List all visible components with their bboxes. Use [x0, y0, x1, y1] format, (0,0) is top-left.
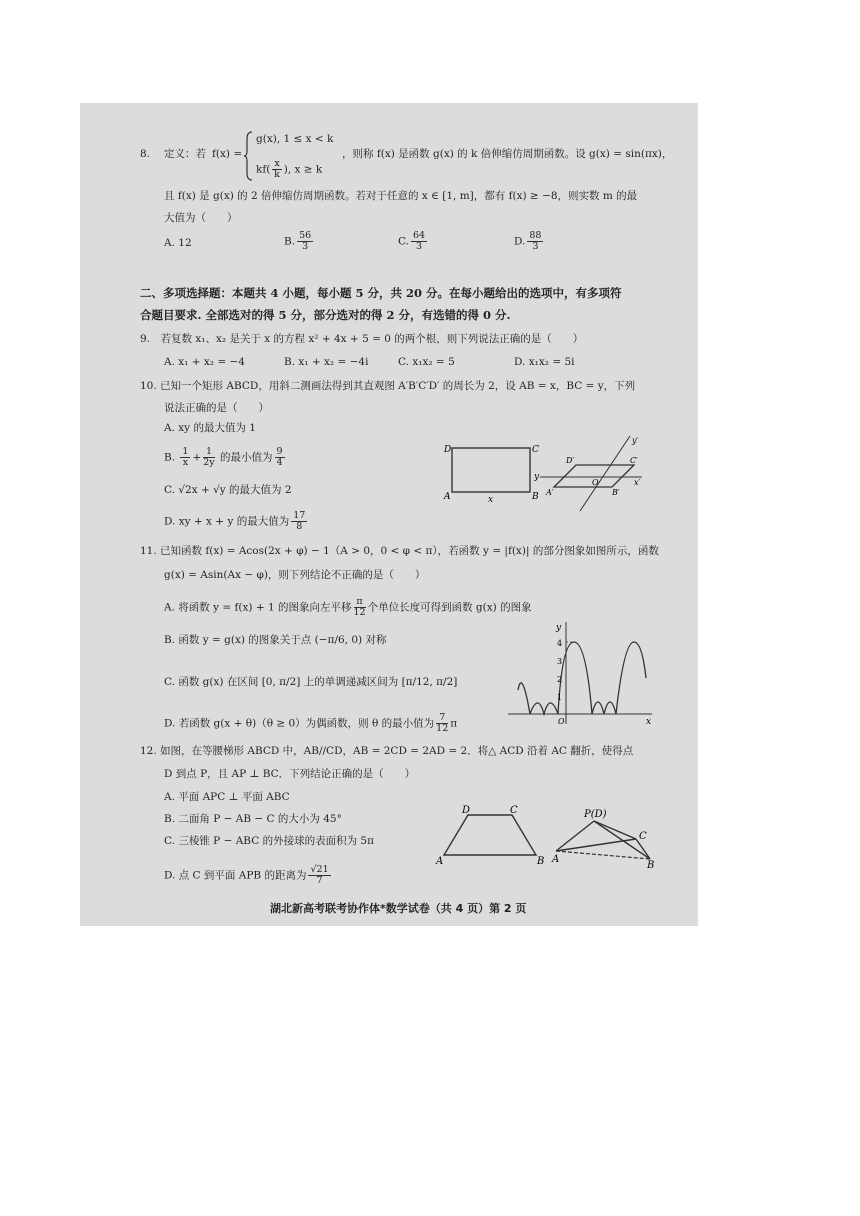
q8-option-a: A. 12	[164, 237, 192, 249]
q10-option-b-frac1-num: 1	[182, 446, 189, 457]
q8-option-d-frac	[527, 231, 543, 252]
q8-case2	[256, 159, 322, 180]
label-o: O	[592, 478, 599, 487]
q12-option-d-den: 7	[316, 874, 323, 886]
edge-pc	[594, 821, 636, 839]
q8-option-c	[398, 231, 429, 252]
graph-tick-4: 4	[557, 639, 563, 648]
label-c: C	[532, 445, 539, 455]
label-y: y	[534, 472, 540, 482]
q12-stem-line1: 12. 如图，在等腰梯形 ABCD 中，AB//CD，AB = 2CD = 2AD = 2．将△ ACD 沿着 AC 翻折，使得点	[140, 745, 634, 757]
label-x-prime: x′	[634, 478, 641, 487]
q10-stem-line1: 10. 已知一个矩形 ABCD，用斜二测画法得到其直观图 A′B′C′D′ 的周长为 2，设 AB = x，BC = y，下列	[140, 380, 636, 392]
curve-main-hump	[558, 642, 592, 714]
label-x: x	[488, 495, 494, 505]
q9-option-c: C. x₁x₂ = 5	[398, 356, 455, 368]
q8-option-c-label: C.	[398, 235, 409, 248]
q8-def-suffix: ，则称 f(x) 是函数 g(x) 的 k 倍伸缩仿周期函数。设 g(x) = sin(πx)，	[342, 148, 673, 160]
q11-option-b-point: (−π/6, 0)	[314, 634, 363, 646]
q8-line3: 大值为（ ）	[164, 212, 238, 224]
q10-option-b-frac1-den: x	[182, 456, 189, 468]
label-c-prime: C′	[630, 456, 638, 465]
q10-option-d	[164, 511, 309, 532]
label-b-prime: B′	[612, 488, 620, 497]
q8-option-b-label: B.	[284, 235, 296, 248]
q8-case2-den: k	[274, 168, 280, 180]
q11-option-d-den: 12	[436, 722, 449, 734]
trap-label-a: A	[436, 856, 444, 865]
q10-option-d-value	[291, 511, 307, 532]
q10-stem-line2: 说法正确的是（ ）	[164, 402, 269, 414]
q8-case1: g(x), 1 ≤ x < k	[256, 133, 334, 145]
q11-option-b-post: 对称	[365, 634, 387, 646]
q10-option-b-mid: 的最小值为	[220, 451, 273, 464]
q10-option-b-value-num: 9	[276, 446, 283, 457]
label-a-prime: A′	[546, 488, 554, 497]
q11-option-c-pre: C. 函数 g(x) 在区间	[164, 676, 259, 688]
q11-option-d	[164, 713, 457, 734]
q10-option-b-frac2-den: 2y	[203, 456, 215, 468]
q8-option-b-num: 56	[299, 230, 312, 241]
q12-option-d-num: √21	[310, 864, 329, 875]
q9-stem: 9. 若复数 x₁、x₂ 是关于 x 的方程 x² + 4x + 5 = 0 的两个根，则下列说法正确的是（ ）	[140, 333, 584, 345]
label-y-prime: y′	[632, 436, 639, 445]
exam-page-photo	[80, 103, 698, 926]
q9-option-b: B. x₁ + x₂ = −4i	[284, 356, 369, 368]
q8-case2-num: x	[274, 158, 280, 169]
q8-line2: 且 f(x) 是 g(x) 的 2 倍伸缩仿周期函数。若对于任意的 x ∈ [1, m]，都有 f(x) ≥ −8，则实数 m 的最	[164, 190, 638, 202]
q11-option-a-num: π	[354, 597, 366, 608]
q11-option-c	[164, 677, 457, 689]
q10-option-b-frac1	[180, 447, 190, 468]
curve-right-small	[592, 702, 616, 714]
q11-stem-line2: g(x) = Asin(Ax − φ)，则下列结论不正确的是（ ）	[164, 569, 426, 581]
q8-option-c-frac	[411, 231, 427, 252]
q12-option-d-pre: D. 点 C 到平面 APB 的距离为	[164, 869, 307, 882]
q11-option-b-pre: B. 函数 y = g(x) 的图象关于点	[164, 634, 312, 646]
fold-label-c: C	[639, 831, 647, 842]
q10-option-a: A. xy 的最大值为 1	[164, 422, 256, 434]
trap-label-d: D	[462, 805, 471, 816]
section2-heading-line1: 二、多项选择题：本题共 4 小题，每小题 5 分，共 20 分。在每小题给出的选项中，有多项符	[140, 286, 622, 300]
q11-option-c-interval1: [0, π/2]	[261, 676, 301, 688]
y-prime-axis	[580, 436, 630, 511]
label-b: B	[532, 492, 539, 502]
label-d-prime: D′	[566, 456, 575, 465]
graph-label-origin: O	[558, 717, 565, 726]
fold-label-pd: P(D)	[584, 809, 607, 820]
q11-option-a-frac	[354, 597, 366, 618]
q8-case2-post: ), x ≥ k	[283, 163, 323, 176]
q8-number: 8.	[140, 148, 151, 160]
trapezoid-abcd	[444, 815, 536, 855]
page-footer: 湖北新高考联考协作体*数学试卷（共 4 页）第 2 页	[270, 902, 527, 915]
q8-def-prefix: 定义：若	[164, 148, 206, 160]
q8-option-b-frac	[297, 231, 313, 252]
trap-label-c: C	[510, 805, 518, 816]
q10-option-b-value-den: 4	[276, 456, 283, 468]
q10-oblique-figure	[534, 433, 644, 513]
q12-option-d-frac	[308, 865, 330, 886]
curve-left-small	[530, 703, 558, 714]
q10-option-d-text: D. xy + x + y 的最大值为	[164, 515, 290, 528]
q8-option-d-den: 3	[532, 240, 539, 252]
graph-tick-3: 3	[557, 657, 563, 666]
q11-graph	[504, 618, 654, 728]
q11-option-d-pre: D. 若函数 g(x + θ)（θ ≥ 0）为偶函数，则 θ 的最小值为	[164, 717, 435, 730]
q12-option-c: C. 三棱锥 P − ABC 的外接球的表面积为 5π	[164, 835, 374, 847]
q11-option-c-interval2: [π/12, π/2]	[401, 676, 458, 688]
q12-stem-line2: D 到点 P，且 AP ⊥ BC．下列结论正确的是（ ）	[164, 768, 416, 780]
fold-label-a: A	[552, 854, 560, 865]
q9-option-d: D. x₁x₂ = 5i	[514, 356, 575, 368]
q12-option-d	[164, 865, 333, 886]
q10-option-b-value	[275, 447, 285, 468]
curve-right-hump	[616, 642, 646, 714]
curve-left-arc	[518, 683, 530, 714]
q8-option-c-den: 3	[416, 240, 423, 252]
fold-label-b: B	[647, 860, 655, 869]
label-d: D	[444, 445, 452, 455]
q11-option-d-num: 7	[436, 713, 448, 724]
q11-option-a-pre: A. 将函数 y = f(x) + 1 的图象向左平移	[164, 601, 352, 614]
q12-trapezoid-figure	[434, 803, 554, 865]
graph-tick-1: 1	[557, 693, 563, 702]
q10-option-b-plus: +	[192, 451, 202, 464]
q9-option-a: A. x₁ + x₂ = −4	[164, 356, 245, 368]
q8-option-b-den: 3	[302, 240, 309, 252]
q10-option-b-label: B.	[164, 451, 176, 464]
q11-option-b	[164, 635, 386, 647]
q10-option-c: C. √2x + √y 的最大值为 2	[164, 484, 292, 496]
graph-tick-2: 2	[557, 675, 563, 684]
q10-option-b-frac2-num: 1	[203, 447, 214, 458]
q12-folded-figure	[550, 803, 660, 869]
edge-cb	[636, 839, 650, 859]
q10-option-d-value-den: 8	[296, 520, 303, 532]
q10-option-d-value-num: 17	[293, 510, 306, 521]
q8-option-d-label: D.	[514, 235, 526, 248]
q10-option-b	[164, 447, 287, 468]
edge-ab-dashed	[556, 851, 650, 859]
q8-fx: f(x) =	[212, 148, 243, 160]
graph-label-x: x	[646, 717, 652, 727]
q8-option-c-num: 64	[413, 230, 426, 241]
q10-option-b-frac2	[203, 447, 214, 468]
rectangle-abcd	[452, 448, 530, 492]
trap-label-b: B	[537, 856, 545, 865]
q11-option-a-den: 12	[353, 606, 366, 618]
q12-option-a: A. 平面 APC ⊥ 平面 ABC	[164, 791, 290, 803]
q8-option-d-num: 88	[529, 230, 542, 241]
label-a: A	[444, 492, 451, 502]
q8-case2-pre: kf(	[256, 163, 271, 176]
q8-brace	[244, 131, 254, 181]
q11-option-a-post: 个单位长度可得到函数 g(x) 的图象	[367, 601, 532, 614]
graph-label-y: y	[556, 623, 562, 633]
section2-heading-line2: 合题目要求. 全部选对的得 5 分，部分选对的得 2 分，有选错的得 0 分.	[140, 308, 511, 322]
q11-option-a	[164, 597, 532, 618]
q12-option-b: B. 二面角 P − AB − C 的大小为 45°	[164, 813, 342, 825]
q8-case2-frac	[272, 159, 281, 180]
q11-stem-line1: 11. 已知函数 f(x) = Acos(2x + φ) − 1（A > 0，0 < φ < π），若函数 y = |f(x)| 的部分图象如图所示，函数	[140, 545, 659, 557]
q8-option-d	[514, 231, 545, 252]
q8-option-b	[284, 231, 315, 252]
q11-option-d-frac	[436, 713, 448, 734]
q11-option-c-mid: 上的单调递减区间为	[303, 676, 399, 688]
q11-option-d-post: π	[450, 717, 458, 730]
